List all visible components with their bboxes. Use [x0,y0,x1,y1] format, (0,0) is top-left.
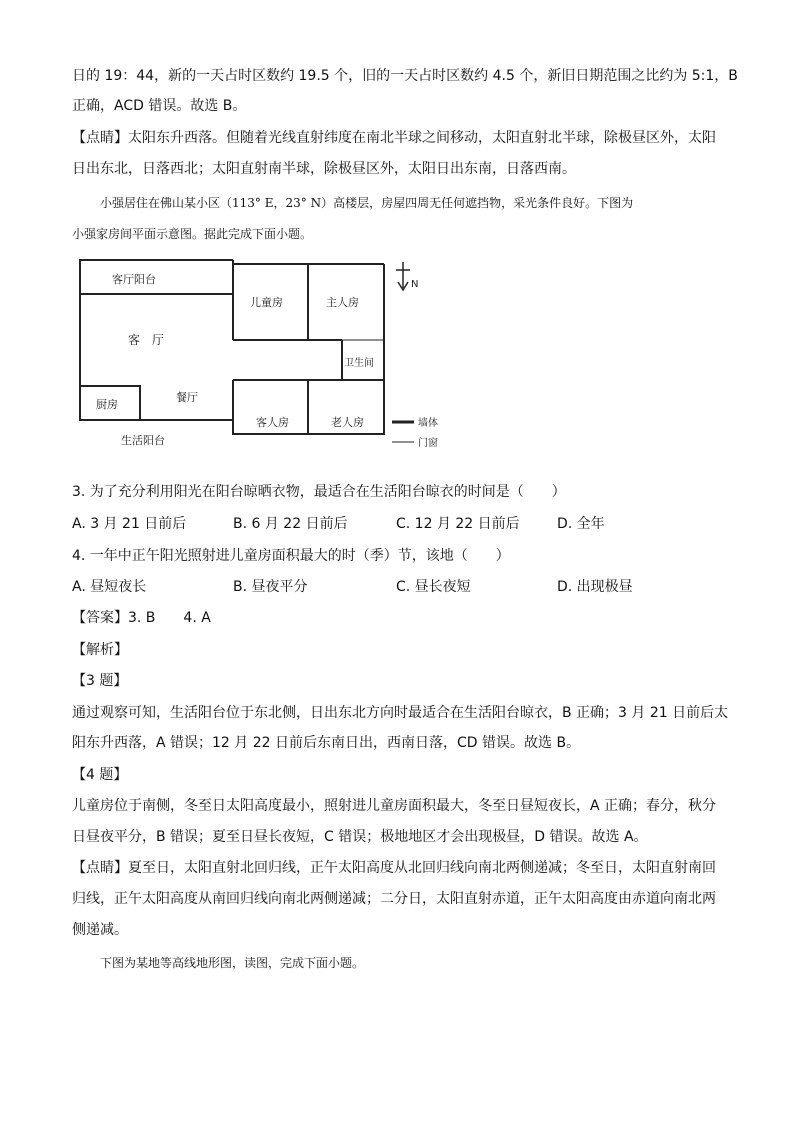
q3-option-d: D. 全年 [557,516,605,532]
room-label-kitchen: 厨房 [96,398,118,411]
analysis-line: 阳东升西落，A 错误；12 月 22 日前后东南日出，西南日落，CD 错误。故选 B。 [72,735,581,751]
tip-line: 【点睛】夏至日，太阳直射北回归线，正午太阳高度从北回归线向南北两侧递减；冬至日，太阳直射南回 [72,860,716,876]
section-4-heading: 【4 题】 [72,767,128,783]
q3-option-c: C. 12 月 22 日前后 [396,516,520,532]
paragraph-line: 正确，ACD 错误。故选 B。 [72,98,247,114]
q3-option-b: B. 6 月 22 日前后 [233,516,348,532]
room-label-living-balcony: 客厅阳台 [112,273,156,286]
q4-option-d: D. 出现极昼 [557,579,633,595]
next-question-intro: 下图为某地等高线地形图，读图，完成下面小题。 [100,956,365,970]
legend-wall-label: 墙体 [418,418,438,429]
analysis-line: 儿童房位于南侧，冬至日太阳高度最小，照射进儿童房面积最大，冬至日昼短夜长，A 正确；春分，秋分 [72,798,717,814]
room-label-dining: 餐厅 [176,391,198,404]
floor-plan-diagram [78,258,438,464]
q4-option-a: A. 昼短夜长 [72,579,147,595]
tip-line: 【点睛】太阳东升西落。但随着光线直射纬度在南北半球之间移动，太阳直射北半球，除极昼区外，太阳 [72,130,716,146]
paragraph-line: 日的 19：44，新的一天占时区数约 19.5 个，旧的一天占时区数约 4.5 个，新旧日期范围之比约为 5:1，B [72,68,738,84]
room-label-master: 主人房 [326,296,359,309]
answer-line: 【答案】3. B 4. A [72,610,211,626]
question-4: 4. 一年中正午阳光照射进儿童房面积最大的时（季）节，该地（ ） [72,548,510,564]
question-3: 3. 为了充分利用阳光在阳台晾晒衣物，最适合在生活阳台晾衣的时间是（ ） [72,484,566,500]
question-intro: 小强家房间平面示意图。据此完成下面小题。 [72,227,313,241]
analysis-heading: 【解析】 [72,642,128,658]
room-label-bathroom: 卫生间 [344,358,374,369]
q3-option-a: A. 3 月 21 日前后 [72,516,187,532]
analysis-line: 日昼夜平分，B 错误；夏至日昼长夜短，C 错误；极地地区才会出现极昼，D 错误。故选 A。 [72,829,648,845]
tip-line: 侧递减。 [72,922,128,938]
room-label-life-balcony: 生活阳台 [121,434,165,447]
room-label-children: 儿童房 [250,296,283,309]
q4-option-c: C. 昼长夜短 [396,579,471,595]
tip-line: 归线，正午太阳高度从南回归线向南北两侧递减；二分日，太阳直射赤道，正午太阳高度由赤道向南北两 [72,891,716,907]
room-label-guest: 客人房 [256,416,289,429]
room-label-living-room: 客 厅 [128,333,165,347]
legend-window-label: 门窗 [418,438,438,449]
analysis-line: 通过观察可知，生活阳台位于东北侧，日出东北方向时最适合在生活阳台晾衣，B 正确；3 月 21 日前后太 [72,705,729,721]
q4-option-b: B. 昼夜平分 [233,579,308,595]
section-3-heading: 【3 题】 [72,673,128,689]
tip-line: 日出东北，日落西北；太阳直射南半球，除极昼区外，太阳日出东南，日落西南。 [72,161,576,177]
room-label-elder: 老人房 [331,416,364,429]
north-label: N [411,279,419,290]
question-intro: 小强居住在佛山某小区（113° E，23° N）高楼层，房屋四周无任何遮挡物，采光条件良好。下图为 [100,196,634,210]
